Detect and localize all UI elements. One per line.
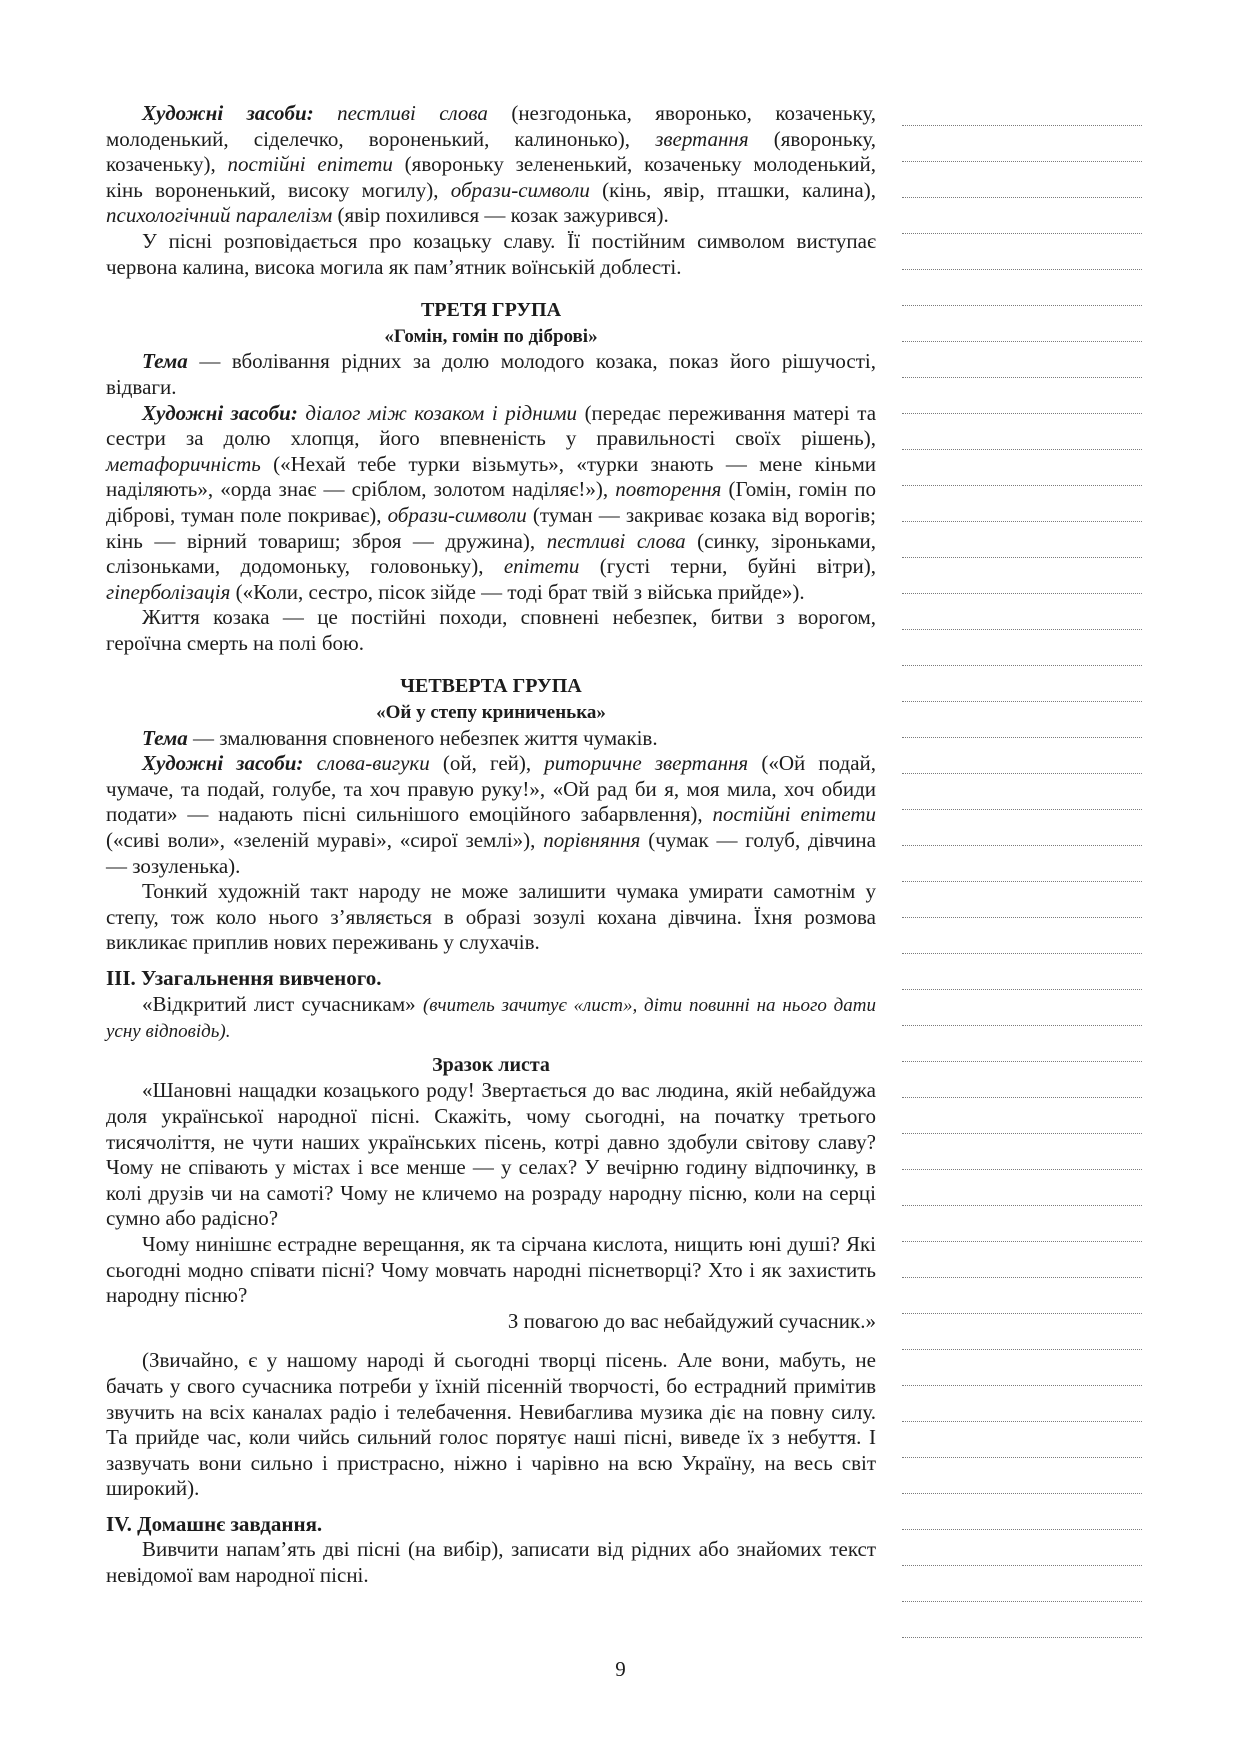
note-line [902,1134,1142,1170]
term: гіперболізація [106,579,231,604]
text-run: («сиві воли», «зеленій мураві», «сирої землі»), [106,828,544,853]
note-line [902,1350,1142,1386]
term-art-means: Художні засоби: [142,400,298,425]
term-theme: Тема [142,349,188,374]
paragraph-art-means-group2 [106,101,876,229]
note-line [902,882,1142,918]
term: діалог між козаком і рідними [305,400,578,425]
text-run: (чумак — голуб, дівчина — зозуленька). [106,828,876,878]
note-line [902,126,1142,162]
group4-song-title: «Ой у степу криниченька» [376,702,606,724]
teacher-comment: (Звичайно, є у нашому народі й сьогодні творці пісень. Але вони, мабуть, не бачать у свого сучасника потреби у їхній пісенній творчості, бо естрадний примітив звучить на всіх каналах радіо і телебачення. Невибаглива музика діє на повну силу. Та прийде час, коли чийсь сильний голос порятує наші пісні, виведе їх з небуття. І зазвучать вони сильно і пристрасно, ніжно і чарівно на всю Україну, на весь світ широкий). [106,1348,876,1501]
note-line [902,1098,1142,1134]
note-line [902,162,1142,198]
term: повторення [615,477,722,502]
task-hint: (вчитель зачитує «лист», діти повинні на нього дати усну відповідь). [106,994,876,1043]
term: риторичне звертання [544,751,749,776]
note-line [902,306,1142,342]
text-run: («Нехай тебе турки візьмуть», «турки знають — мене кіньми наділяють», «орда знає — сріблом, золотом наділяє!»), [106,451,876,502]
group3-song-title: «Гомін, гомін по діброві» [384,325,598,347]
note-line [902,1566,1142,1602]
group4-art-means [106,751,876,879]
note-line [902,594,1142,630]
note-line [902,1530,1142,1566]
letter-paragraph-2: Чому нинішнє естрадне верещання, як та сірчана кислота, нищить юні душі? Які сьогодні модно співати пісні? Чому мовчать народні піснетворці? Хто і як захистить народну пісню? [106,1231,876,1308]
main-text-column [106,101,876,1589]
group3-title: ТРЕТЯ ГРУПА [420,299,562,322]
note-line [902,342,1142,378]
term: образи-символи [450,177,590,202]
note-line [902,738,1142,774]
text-run: (густі терни, буйні вітри), [579,554,877,579]
text-run: (синку, зіроньками, слізоньками, додомоньку, головоньку), [106,528,877,579]
note-line [902,558,1142,594]
paragraph-summary-group2: У пісні розповідається про козацьку славу. Її постійним символом виступає червона калина, висока могила як пам’ятник воїнській доблесті. [106,228,876,279]
note-line [902,378,1142,414]
notes-ruled-margin [902,90,1142,1670]
note-line [902,486,1142,522]
note-line [902,1494,1142,1530]
letter-signature: З повагою до вас небайдужий сучасник.» [507,1308,876,1333]
term: психологічний паралелізм [106,203,333,228]
group3-theme [106,349,876,400]
note-line [902,666,1142,702]
section4-homework: Вивчити напам’ять дві пісні (на вибір), записати від рідних або знайомих текст невідомої вам народної пісні. [106,1537,876,1588]
text-run: (явір похилився — козак зажурився). [332,203,669,228]
note-line [902,1314,1142,1350]
term: звертання [655,126,749,151]
note-line [902,198,1142,234]
letter-paragraph-1: «Шановні нащадки козацького роду! Звертається до вас людина, якій небайдужа доля української народної пісні. Скажіть, чому сьогодні, на початку третього тисячоліття, не чути наших українських пісень, котрі давно здобули світову славу? Чому не співають у містах і все менше — у селах? У вечірню годину відпочинку, в колі друзів чи на самоті? Чому не кличемо на розраду народну пісню, коли на серці сумно або радісно? [106,1078,876,1231]
note-line [902,234,1142,270]
term: епітети [503,554,580,579]
section4-heading: IV. Домашнє завдання. [106,1511,323,1536]
note-line [902,1386,1142,1422]
note-line [902,1602,1142,1638]
term: постійні епітети [227,152,393,177]
note-line [902,90,1142,126]
note-line [902,1026,1142,1062]
note-line [902,702,1142,738]
text-run: (явороньку, козаченьку), [106,126,877,177]
text-run: (явороньку зелененький, козаченьку молоденький, кінь вороненький, високу могилу), [106,152,876,202]
text-run: — вболівання рідних за долю молодого козака, показ його рішучості, відваги. [106,349,876,399]
term: слова-вигуки [316,751,430,776]
group4-theme [106,726,876,752]
note-line [902,450,1142,486]
group4-title: ЧЕТВЕРТА ГРУПА [400,675,582,698]
text-run: «Відкритий лист сучасникам» [142,991,423,1016]
page-number: 9 [615,1657,626,1681]
term: порівняння [543,828,641,853]
text-run: (передає переживання матері та сестри за долю хлопця, його впевненість у правильності своїх рішень), [106,400,877,451]
term: образи-символи [387,502,527,527]
note-line [902,1206,1142,1242]
section3-task [106,992,876,1045]
note-line [902,954,1142,990]
term-art-means: Художні засоби: [142,101,314,125]
note-line [902,270,1142,306]
text-run: («Ой подай, чумаче, та подай, голубе, та хоч правую руку!», «Ой рад би я, моя мила, хоч обиди подати» — надають пісні сильнішого емоційного забарвлення), [106,751,877,827]
text-run: (Гомін, гомін по діброві, туман поле покриває), [106,477,876,527]
group3-summary: Життя козака — це постійні походи, сповнені небезпек, битви з ворогом, героїчна смерть на полі бою. [106,605,876,655]
term: пестливі слова [337,101,488,125]
term-art-means: Художні засоби: [142,751,304,776]
text-run: (кінь, явір, пташки, калина), [589,177,876,202]
group4-summary: Тонкий художній такт народу не може залишити чумака умирати самотнім у степу, тож коло нього з’являється в образі зозулі кохана дівчина. Їхня розмова викликає приплив нових переживань у слухачів. [106,879,876,955]
text-run: (ой, гей), [429,751,545,776]
letter-sample-title: Зразок листа [432,1053,550,1076]
text-run: («Коли, сестро, пісок зійде — тоді брат твій з війська прийде»). [230,579,805,604]
note-line [902,414,1142,450]
note-line [902,630,1142,666]
note-line [902,1422,1142,1458]
note-line [902,846,1142,882]
text-run: (туман — закриває козака від ворогів; кінь — вірний товариш; зброя — дружина), [106,502,876,553]
note-line [902,990,1142,1026]
group3-art-means [106,401,876,606]
term-theme: Тема [142,725,188,750]
text-run: (незгодонька, яворонько, козаченьку, молоденький, сіделечко, вороненький, калинонько), [106,101,877,151]
note-line [902,522,1142,558]
note-line [902,810,1142,846]
note-line [902,1278,1142,1314]
note-line [902,1242,1142,1278]
note-line [902,774,1142,810]
note-line [902,1458,1142,1494]
text-run: — змалювання сповненого небезпек життя чумаків. [187,725,658,750]
note-line [902,918,1142,954]
term: постійні епітети [712,802,876,827]
note-line [902,1170,1142,1206]
note-line [902,1062,1142,1098]
term: метафоричність [106,451,261,476]
section3-heading: ІІІ. Узагальнення вивченого. [106,966,382,990]
term: пестливі слова [546,528,686,553]
